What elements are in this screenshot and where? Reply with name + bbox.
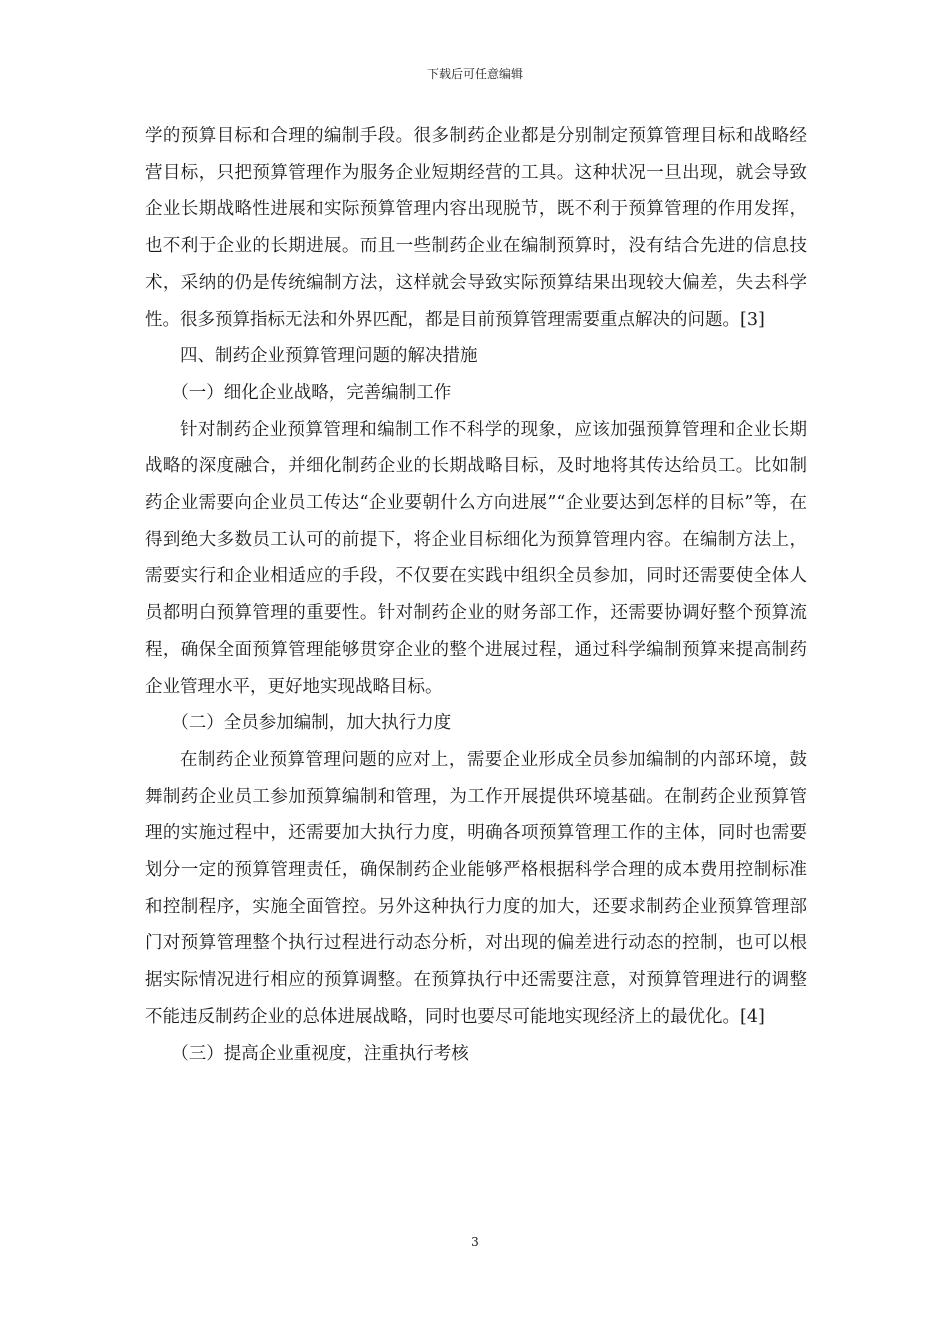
page-header: 下载后可任意编辑: [426, 67, 523, 81]
subsection-heading-1: （一）细化企业战略，完善编制工作: [171, 382, 452, 403]
subsection-heading-3: （三）提高企业重视度，注重执行考核: [171, 1043, 469, 1064]
page-number: 3: [471, 1235, 479, 1249]
paragraph-1: 针对制药企业预算管理和编制工作不科学的现象，应该加强预算管理和企业长期战略的深度融合，并细化制药企业的长期战略目标，及时地将其传达给员工。比如制药企业需要向企业员工传达“企业要朝什么方向进展”“企业要达到怎样的目标”等，在得到绝大多数员工认可的前提下，将企业目标细化为预算管理内容。在编制方法上，需要实行和企业相适应的手段，不仅要在实践中组织全员参加，同时还需要使全体人员都明白预算管理的重要性。针对制药企业的财务部工作，还需要协调好整个预算流程，确保全面预算管理能够贯穿企业的整个进展过程，通过科学编制预算来提高制药企业管理水平，更好地实现战略目标。: [145, 419, 807, 697]
section-heading: 四、制药企业预算管理问题的解决措施: [180, 346, 478, 367]
paragraph-continued: 学的预算目标和合理的编制手段。很多制药企业都是分别制定预算管理目标和战略经营目标，只把预算管理作为服务企业短期经营的工具。这种状况一旦出现，就会导致企业长期战略性进展和实际预算管理内容出现脱节，既不利于预算管理的作用发挥，也不利于企业的长期进展。而且一些制药企业在编制预算时，没有结合先进的信息技术，采纳的仍是传统编制方法，这样就会导致实际预算结果出现较大偏差，失去科学性。很多预算指标无法和外界匹配，都是目前预算管理需要重点解决的问题。[3]: [145, 126, 807, 330]
document-body: [145, 118, 807, 1072]
paragraph-2: 在制药企业预算管理问题的应对上，需要企业形成全员参加编制的内部环境，鼓舞制药企业员工参加预算编制和管理，为工作开展提供环境基础。在制药企业预算管理的实施过程中，还需要加大执行力度，明确各项预算管理工作的主体，同时也需要划分一定的预算管理责任，确保制药企业能够严格根据科学合理的成本费用控制标准和控制程序，实施全面管控。另外这种执行力度的加大，还要求制药企业预算管理部门对预算管理整个执行过程进行动态分析，对出现的偏差进行动态的控制，也可以根据实际情况进行相应的预算调整。在预算执行中还需要注意，对预算管理进行的调整不能违反制药企业的总体进展战略，同时也要尽可能地实现经济上的最优化。[4]: [145, 749, 807, 1027]
subsection-heading-2: （二）全员参加编制，加大执行力度: [171, 713, 452, 734]
